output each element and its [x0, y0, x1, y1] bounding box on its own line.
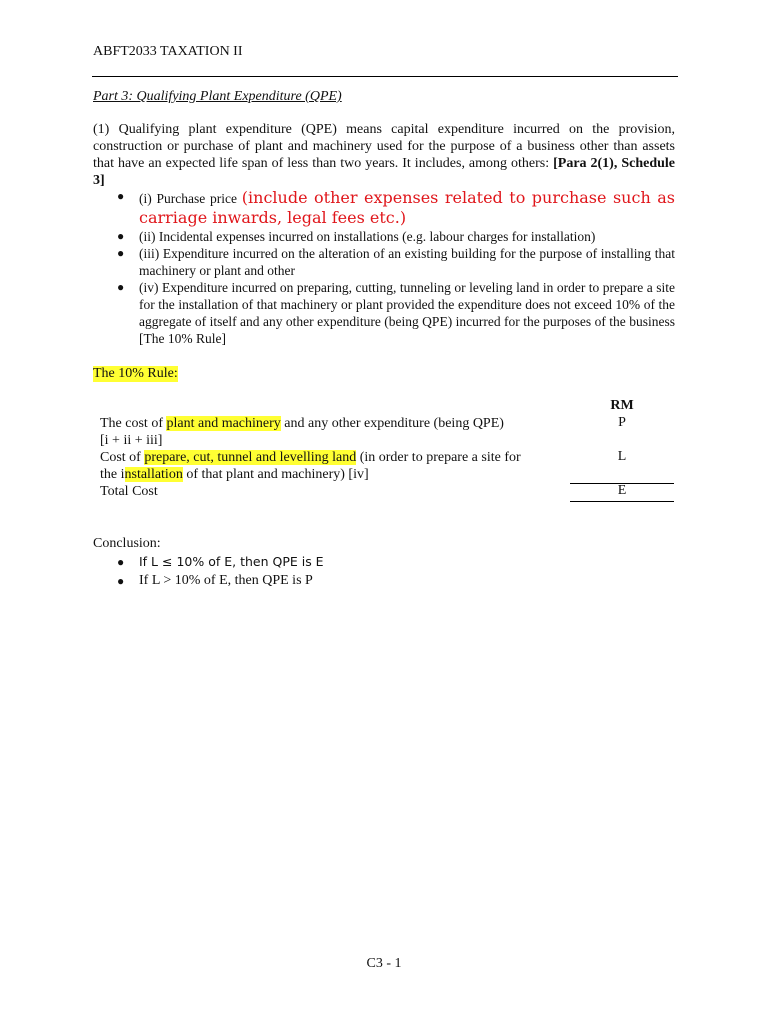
bullet-icon: ●	[117, 229, 125, 243]
list-item	[93, 245, 675, 279]
row-label-post: and any other expenditure (being QPE)	[280, 416, 504, 431]
row-label-line2-post: of that plant and machinery) [iv]	[182, 467, 369, 482]
red-annotation: (include other expenses related to purchase such as carriage inwards, legal fees etc.)	[139, 188, 675, 227]
total-rule-bottom	[570, 501, 674, 502]
list-item-text: (ii) Incidental expenses incurred on installations (e.g. labour charges for installation)	[139, 229, 596, 244]
rule-heading: The 10% Rule:	[93, 366, 178, 381]
bullet-icon: ●	[117, 555, 125, 569]
qpe-definition-paragraph	[93, 121, 675, 189]
list-item-text: (iv) Expenditure incurred on preparing, cutting, tunneling or leveling land in order to prepare a site for the installation of that machinery or plant provided the expenditure does not exceed 10% of the aggregate of itself and any other expenditure (being QPE) incurred for the purposes of the business [The 10% Rule]	[139, 280, 675, 346]
row-label-line2-pre: the i	[100, 467, 125, 482]
qpe-inclusions-list	[93, 188, 675, 347]
row-value-p: P	[618, 415, 626, 430]
qpe-definition-text: (1) Qualifying plant expenditure (QPE) means capital expenditure incurred on the provision, construction or purchase of plant and machinery used for the purpose of a business other than assets that have an expected life span of less than two years. It includes, among others:	[93, 122, 675, 171]
list-item	[93, 572, 324, 590]
qpe-reference: [Para 2(1), Schedule 3]	[93, 156, 675, 188]
list-item	[93, 188, 675, 228]
conclusion-list	[93, 553, 324, 590]
list-item	[93, 279, 675, 347]
rm-column-header: RM	[610, 398, 634, 413]
conclusion-item-text: If L > 10% of E, then QPE is P	[139, 573, 313, 588]
conclusion-item-text: If L ≤ 10% of E, then QPE is E	[139, 554, 324, 569]
row-label-post: (in order to prepare a site for	[356, 450, 521, 465]
row-value-l: L	[617, 449, 627, 464]
table-row-land-cost	[100, 449, 568, 483]
part-title: Part 3: Qualifying Plant Expenditure (QPE)	[93, 89, 342, 104]
list-item-text: (i) Purchase price	[139, 191, 242, 206]
total-cost-value: E	[617, 483, 627, 498]
bullet-icon: ●	[117, 189, 125, 203]
total-cost-label: Total Cost	[100, 484, 158, 499]
page-number: C3 - 1	[366, 956, 402, 971]
highlighted-term: plant and machinery	[166, 416, 281, 431]
list-item	[93, 553, 324, 572]
row-label-pre: The cost of	[100, 416, 167, 431]
course-header: ABFT2033 TAXATION II	[93, 44, 243, 59]
bullet-icon: ●	[117, 246, 125, 260]
list-item	[93, 228, 675, 245]
bullet-icon: ●	[117, 280, 125, 294]
bullet-icon: ●	[117, 574, 125, 588]
conclusion-heading: Conclusion:	[93, 536, 161, 551]
header-divider	[92, 76, 678, 77]
highlighted-term: nstallation	[124, 467, 183, 482]
list-item-text: (iii) Expenditure incurred on the alteration of an existing building for the purpose of installing that machinery or plant and other	[139, 246, 675, 278]
highlighted-term: prepare, cut, tunnel and levelling land	[144, 450, 357, 465]
row-label-formula: [i + ii + iii]	[100, 433, 163, 448]
table-row-plant-cost	[100, 415, 568, 449]
row-label-pre: Cost of	[100, 450, 145, 465]
